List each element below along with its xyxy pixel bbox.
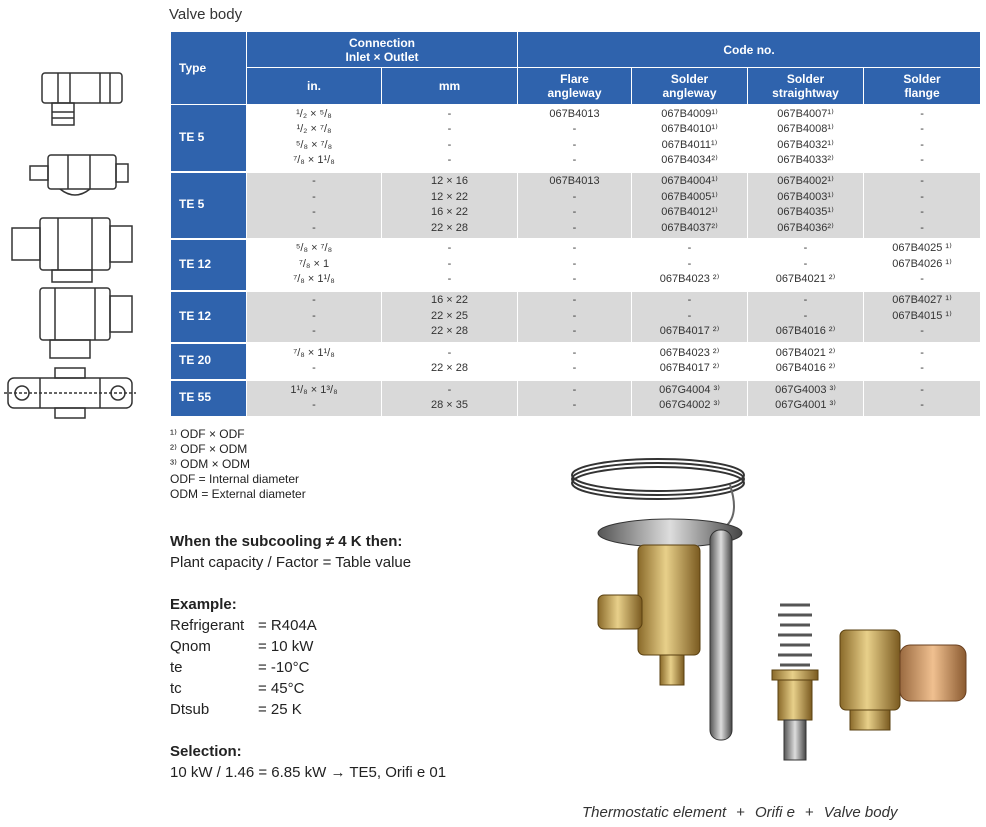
cell-value: 067G4004 ³⁾ (659, 383, 720, 396)
cell-flare (518, 105, 632, 172)
cell-value: - (447, 273, 452, 286)
cell-value: - (572, 362, 577, 374)
type-cell: TE 5 (171, 172, 247, 239)
cell-value: 12 × 22 (431, 190, 469, 203)
cell-value: - (920, 383, 924, 396)
cell-value: - (572, 154, 577, 167)
cell-straight (748, 105, 864, 172)
cell-value: 067B4016 ²⁾ (775, 325, 836, 338)
cell-value: - (572, 138, 577, 151)
cell-value: 067B4032¹⁾ (777, 138, 834, 151)
cell-in (247, 172, 382, 239)
type-cell: TE 55 (171, 380, 247, 417)
cell-flare (518, 343, 632, 380)
cell-flange (864, 239, 981, 291)
cell-value: - (920, 107, 924, 120)
header-mm: mm (382, 68, 518, 105)
cell-in (247, 343, 382, 380)
cell-flange (864, 172, 981, 239)
cell-flare (518, 239, 632, 291)
thermostatic-element-body (638, 545, 700, 655)
cell-value: ⁵/₈ × ⁷/₈ (295, 242, 333, 255)
cell-angle (632, 380, 748, 417)
caption-valve-body: Valve body (823, 804, 898, 821)
cell-value: 067B4015 ¹⁾ (892, 309, 952, 322)
example-value: = 45°C (258, 680, 305, 697)
cell-mm (382, 105, 518, 172)
cell-value: - (447, 383, 452, 396)
orifice-spring (778, 605, 812, 665)
cell-value: - (920, 190, 924, 203)
cell-value: - (447, 154, 452, 167)
product-photo (540, 455, 980, 800)
cell-value: 067B4035¹⁾ (777, 206, 834, 218)
cell-flange (864, 291, 981, 343)
header-solder-angleway-label: Solder angleway (662, 72, 717, 100)
cell-value: - (920, 175, 924, 187)
cell-value: - (920, 221, 924, 234)
cell-value: ⁵/₈ × ⁷/₈ (295, 138, 333, 151)
cell-value: - (312, 175, 316, 187)
cell-value: - (572, 123, 577, 136)
cell-value: - (803, 294, 808, 307)
cell-value: - (312, 190, 316, 203)
type-cell: TE 20 (171, 343, 247, 380)
valve-body-part (840, 630, 900, 710)
cell-value: - (572, 383, 577, 396)
selection-title: Selection: (170, 743, 242, 760)
cell-value: - (920, 325, 924, 338)
cell-value: 067B4025 ¹⁾ (892, 242, 952, 255)
caption-plus: + (736, 804, 745, 821)
section-heading: Valve body (169, 6, 243, 23)
table-row (171, 105, 981, 172)
cell-value: 067B4007¹⁾ (777, 107, 834, 120)
valve-body-table (170, 31, 981, 418)
footnote: ODF = Internal diameter (170, 472, 300, 486)
example-value: = R404A (258, 617, 317, 634)
cell-value: - (312, 399, 316, 411)
header-flare (518, 68, 632, 105)
cell-value: 067B4002¹⁾ (777, 175, 834, 187)
cell-value: 067B4021 ²⁾ (775, 273, 836, 286)
cell-value: - (920, 138, 924, 151)
header-type: Type (171, 32, 247, 105)
cell-value: 067B4010¹⁾ (661, 123, 718, 136)
header-code-no: Code no. (518, 32, 981, 68)
cell-angle (632, 343, 748, 380)
header-solder-flange-label: Solder flange (903, 72, 941, 100)
cell-value: - (447, 123, 452, 136)
cell-mm (382, 380, 518, 417)
cell-angle (632, 105, 748, 172)
cell-value: 067B4036²⁾ (777, 221, 834, 234)
cell-value: - (447, 107, 452, 120)
header-solder-flange (864, 68, 981, 105)
example-row (170, 657, 317, 678)
header-flare-label: Flare angleway (547, 72, 602, 100)
cell-value: - (572, 325, 577, 338)
drawing-te12-angle (12, 218, 132, 282)
cell-value: 12 × 16 (431, 175, 469, 187)
selection-text: 10 kW / 1.46 = 6.85 kW → TE5, Orifi e 01 (170, 764, 447, 781)
cell-value: 067B4013 (549, 107, 600, 120)
capillary-coil (572, 459, 744, 499)
type-cell: TE 12 (171, 291, 247, 343)
cell-value: - (572, 346, 577, 359)
cell-value: - (312, 325, 316, 338)
example-key: tc (170, 680, 182, 697)
cell-value: - (920, 346, 924, 359)
header-solder-angleway (632, 68, 748, 105)
cell-value: - (920, 206, 924, 218)
cell-angle (632, 172, 748, 239)
header-solder-straightway (748, 68, 864, 105)
drawing-te12-straight (40, 288, 132, 358)
table-row (171, 343, 981, 380)
cell-value: ⁷/₈ × 1¹/₈ (293, 273, 335, 286)
cell-value: - (312, 206, 316, 218)
cell-value: - (920, 273, 924, 286)
caption-thermostatic-element: Thermostatic element (582, 804, 727, 821)
cell-value: - (312, 362, 316, 374)
table-body (171, 105, 981, 417)
example-row (170, 615, 317, 636)
cell-value: - (447, 138, 452, 151)
cell-value: - (920, 123, 924, 136)
header-connection-label: Connection Inlet × Outlet (345, 35, 419, 64)
footnotes (170, 427, 306, 502)
example-row (170, 636, 317, 657)
type-cell: TE 5 (171, 105, 247, 172)
cell-value: 067B4008¹⁾ (777, 123, 834, 136)
table-row (171, 239, 981, 291)
cell-value: - (312, 294, 316, 307)
valve-body-drawings (0, 60, 160, 430)
footnote: ³⁾ ODM × ODM (170, 457, 250, 471)
footnote: ODM = External diameter (170, 487, 306, 501)
cell-value: 22 × 28 (431, 362, 469, 374)
cell-value: - (572, 294, 577, 307)
example-section (170, 594, 317, 720)
cell-value: 067G4001 ³⁾ (775, 399, 836, 411)
cell-in (247, 291, 382, 343)
cell-value: 067B4017 ²⁾ (659, 325, 720, 338)
footnote: ¹⁾ ODF × ODF (170, 427, 245, 441)
cell-value: - (447, 257, 452, 270)
example-row (170, 699, 317, 720)
header-connection (247, 32, 518, 68)
cell-value: ⁷/₈ × 1 (298, 257, 330, 270)
cell-value: - (447, 346, 452, 359)
cell-value: - (687, 294, 692, 307)
valve-body-outlet (900, 645, 966, 701)
cell-value: - (572, 273, 577, 286)
cell-value: ⁷/₈ × 1¹/₈ (293, 154, 335, 167)
example-value: = 10 kW (258, 638, 314, 655)
example-key: Refrigerant (170, 617, 245, 634)
cell-value: 22 × 25 (431, 309, 469, 322)
table-row (171, 380, 981, 417)
cell-value: 067B4012¹⁾ (661, 206, 718, 218)
cell-value: - (687, 257, 692, 270)
caption-orifice: Orifi e (755, 804, 796, 821)
cell-straight (748, 380, 864, 417)
cell-straight (748, 239, 864, 291)
cell-value: 067B4017 ²⁾ (659, 362, 720, 374)
cell-value: 067B4023 ²⁾ (659, 346, 720, 359)
cell-value: - (803, 257, 808, 270)
cell-value: 067B4009¹⁾ (661, 107, 718, 120)
cell-flange (864, 380, 981, 417)
cell-flange (864, 343, 981, 380)
cell-value: 067G4003 ³⁾ (775, 383, 836, 396)
cell-value: - (572, 399, 577, 411)
bulb (710, 530, 732, 740)
example-value: = -10°C (258, 659, 310, 676)
cell-value: - (572, 221, 577, 234)
cell-value: ¹/₂ × ⁵/₈ (296, 107, 332, 120)
cell-value: - (572, 257, 577, 270)
example-title: Example: (170, 596, 237, 613)
cell-value: 067B4034²⁾ (661, 154, 718, 167)
cell-flange (864, 105, 981, 172)
cell-mm (382, 343, 518, 380)
flare-nut (598, 595, 642, 629)
cell-flare (518, 291, 632, 343)
cell-mm (382, 239, 518, 291)
cell-value: 067B4037²⁾ (661, 221, 718, 234)
cell-straight (748, 343, 864, 380)
footnote: ²⁾ ODF × ODM (170, 442, 248, 456)
cell-value: - (803, 309, 808, 322)
cell-value: 067B4021 ²⁾ (775, 346, 836, 359)
subcooling-section (170, 531, 411, 573)
cell-value: 067B4005¹⁾ (661, 190, 718, 203)
cell-value: 067B4016 ²⁾ (775, 362, 836, 374)
cell-value: - (312, 221, 316, 234)
cell-value: ⁷/₈ × 1¹/₈ (293, 346, 335, 359)
cell-value: - (572, 190, 577, 203)
cell-value: 067B4011¹⁾ (661, 138, 718, 151)
cell-value: 067B4013 (549, 175, 600, 187)
cell-value: 22 × 28 (431, 325, 469, 338)
drawing-te5-flare (42, 73, 122, 125)
cell-angle (632, 291, 748, 343)
example-value: = 25 K (258, 701, 302, 718)
cell-value: - (572, 206, 577, 218)
cell-value: - (803, 242, 808, 255)
cell-value: - (312, 309, 316, 322)
cell-value: 067B4027 ¹⁾ (892, 294, 952, 307)
cell-value: - (572, 309, 577, 322)
orifice-seat (772, 670, 818, 680)
drawing-te5-solder (30, 155, 128, 195)
cell-in (247, 380, 382, 417)
cell-value: - (447, 242, 452, 255)
example-key: Qnom (170, 638, 211, 655)
cell-value: ¹/₂ × ⁷/₈ (296, 123, 332, 136)
cell-value: - (920, 399, 924, 411)
cell-value: 067B4004¹⁾ (661, 175, 718, 187)
header-in: in. (247, 68, 382, 105)
cell-mm (382, 172, 518, 239)
subcooling-text: Plant capacity / Factor = Table value (170, 554, 412, 571)
photo-caption (582, 804, 897, 821)
cell-straight (748, 172, 864, 239)
table-row (171, 172, 981, 239)
cell-value: 16 × 22 (431, 294, 469, 307)
cell-value: 067G4002 ³⁾ (659, 399, 720, 411)
example-row (170, 678, 317, 699)
cell-value: - (920, 362, 924, 374)
cell-in (247, 105, 382, 172)
cell-value: 067B4003¹⁾ (777, 190, 834, 203)
table-row (171, 291, 981, 343)
header-solder-straightway-label: Solder straightway (772, 72, 839, 100)
cell-value: - (687, 309, 692, 322)
cell-straight (748, 291, 864, 343)
subcooling-title: When the subcooling ≠ 4 K then: (170, 533, 403, 550)
cell-value: 067B4026 ¹⁾ (892, 257, 952, 270)
cell-value: - (920, 154, 924, 167)
cell-flare (518, 380, 632, 417)
selection-section (170, 741, 446, 783)
cell-value: 067B4033²⁾ (777, 154, 834, 167)
cell-value: 067B4023 ²⁾ (659, 273, 720, 286)
cell-mm (382, 291, 518, 343)
cell-flare (518, 172, 632, 239)
drawing-te55-flange (4, 368, 136, 418)
cell-value: 28 × 35 (431, 399, 469, 411)
cell-value: - (572, 242, 577, 255)
cell-in (247, 239, 382, 291)
cell-value: 16 × 22 (431, 206, 469, 218)
cell-angle (632, 239, 748, 291)
cell-value: 22 × 28 (431, 221, 469, 234)
example-key: te (170, 659, 183, 676)
caption-plus: + (805, 804, 814, 821)
cell-value: - (687, 242, 692, 255)
example-key: Dtsub (170, 701, 210, 718)
cell-value: 1¹/₈ × 1³/₈ (290, 383, 338, 396)
type-cell: TE 12 (171, 239, 247, 291)
